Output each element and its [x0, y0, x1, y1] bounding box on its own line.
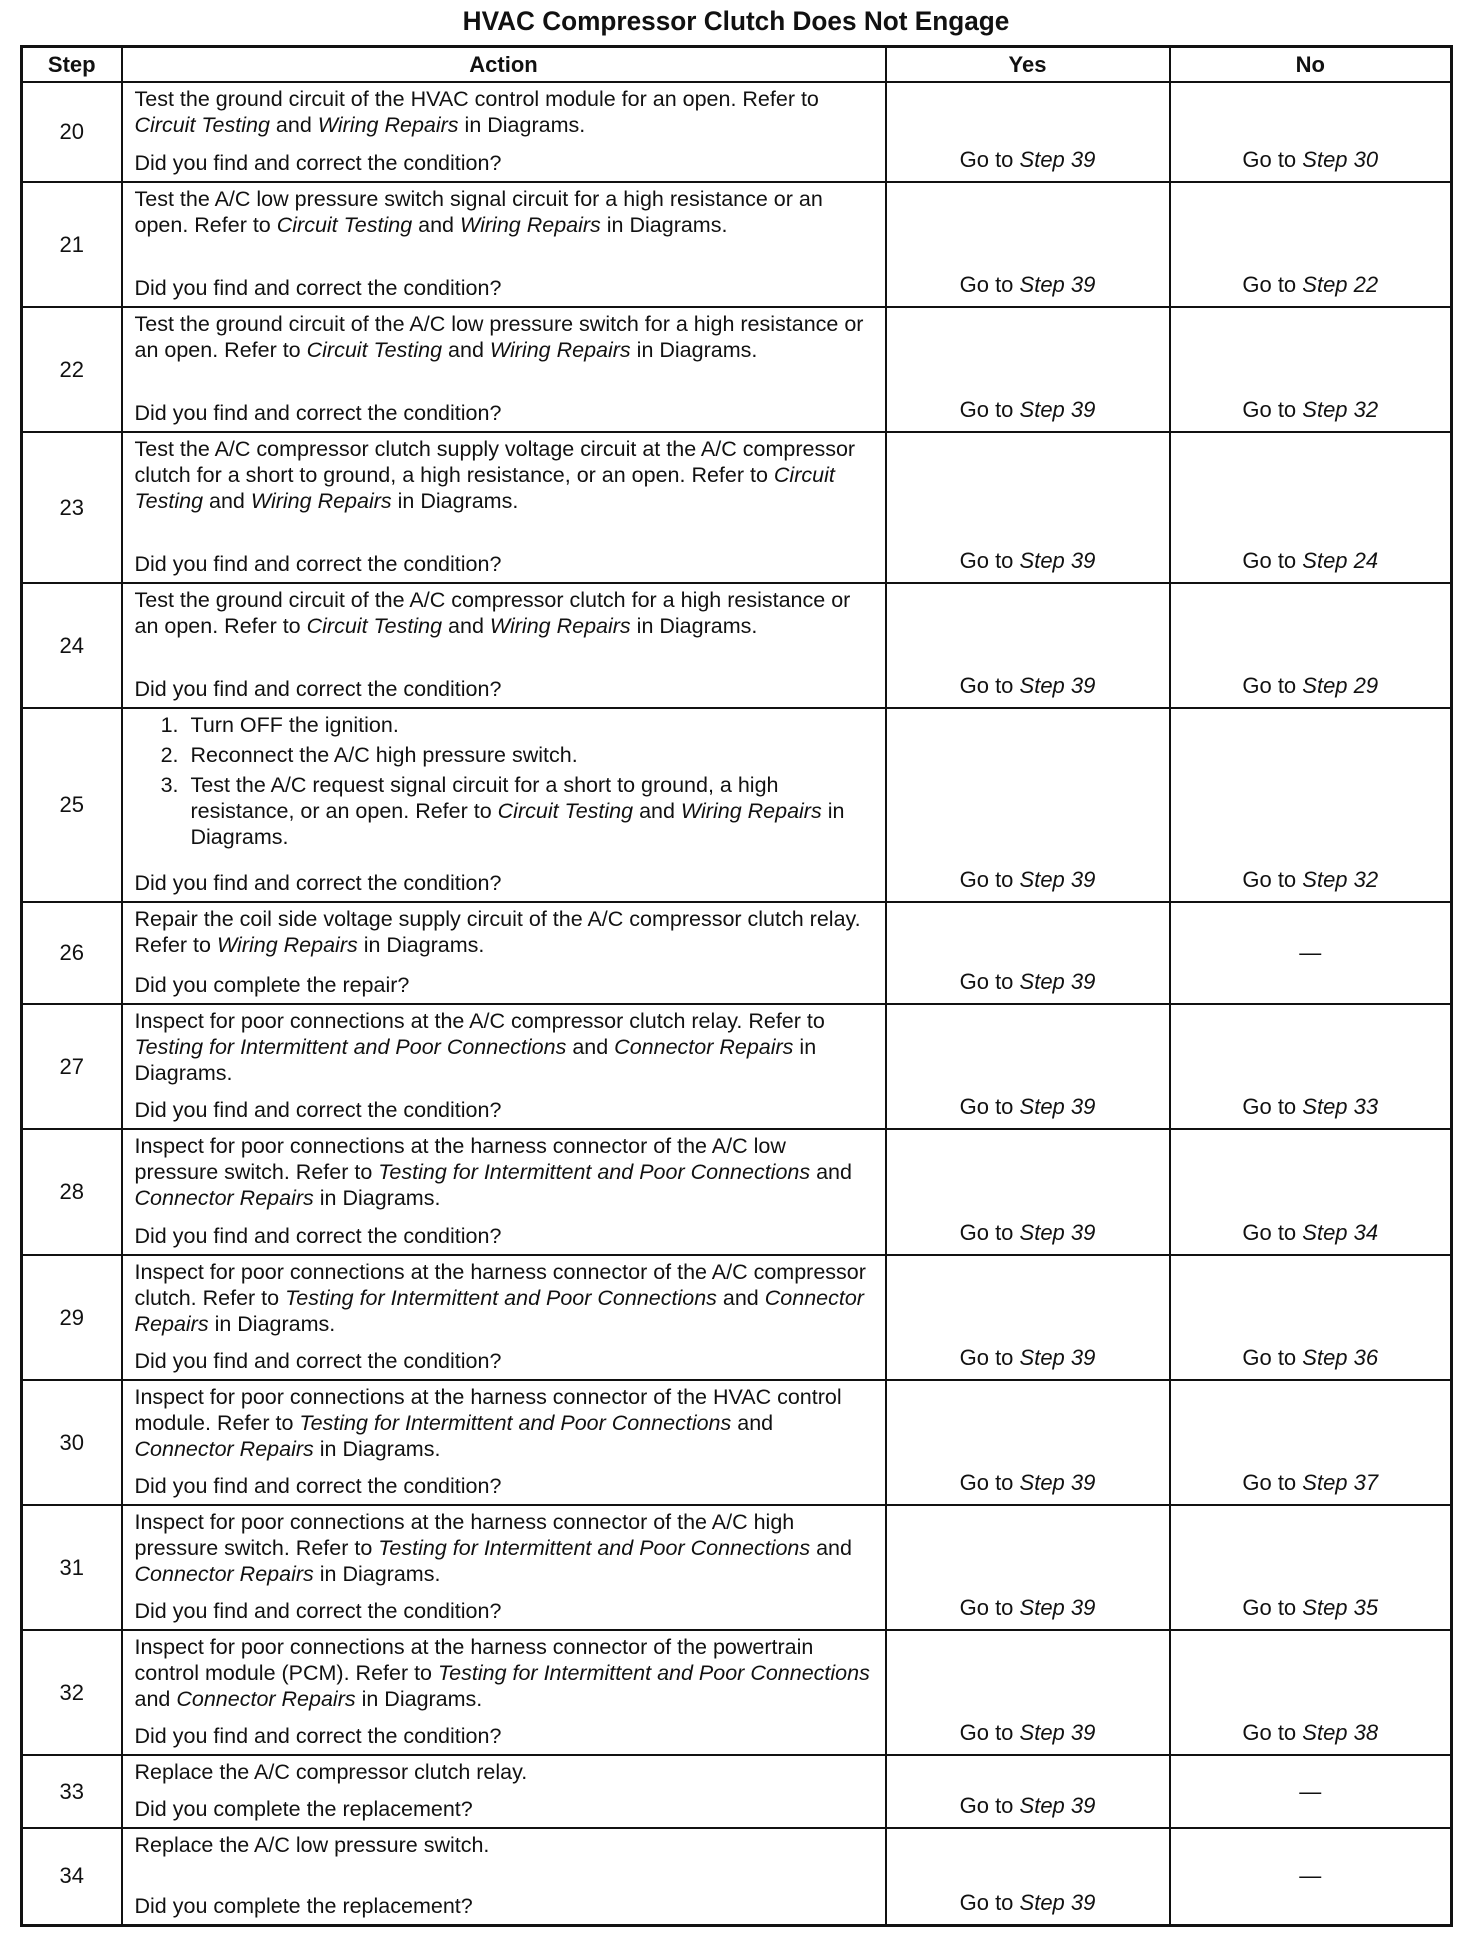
- table-row: [22, 1755, 1452, 1828]
- action-content: [135, 712, 875, 896]
- action-content: [135, 1133, 875, 1249]
- action-content: [135, 86, 875, 176]
- no-cell: [1170, 307, 1452, 432]
- yes-cell: [886, 1505, 1170, 1630]
- yes-cell: [886, 182, 1170, 307]
- no-action-dash: —: [1299, 1863, 1322, 1889]
- substep-text: [191, 742, 875, 768]
- action-text: Test the ground circuit of the A/C low pressure switch for a high resistance or an open. Refer to: [134, 312, 864, 362]
- table-row: [22, 583, 1452, 708]
- no-goto-prefix: Go to: [1242, 548, 1303, 573]
- yes-cell: [886, 432, 1170, 583]
- table-row: [22, 1505, 1452, 1630]
- action-text: in Diagrams.: [355, 1687, 483, 1711]
- action-cell: [122, 708, 886, 902]
- yes-cell: [886, 1255, 1170, 1380]
- no-action-dash: —: [1299, 1778, 1322, 1804]
- substep-text: [191, 712, 875, 738]
- action-text: Test the A/C low pressure switch signal circuit for a high resistance or an open. Refer to: [134, 187, 823, 237]
- yes-goto-step-link[interactable]: Step 39: [1019, 272, 1096, 297]
- action-text: and: [442, 338, 490, 362]
- column-header-no: No: [1170, 47, 1452, 83]
- action-question: Did you find and correct the condition?: [134, 552, 502, 576]
- no-cell: [1170, 1004, 1452, 1129]
- yes-cell: [886, 82, 1170, 182]
- no-goto-prefix: Go to: [1242, 673, 1303, 698]
- step-number: 33: [22, 1755, 122, 1828]
- action-question: Did you complete the replacement?: [134, 1797, 473, 1821]
- no-goto-prefix: Go to: [1242, 1220, 1303, 1245]
- substep-item: [135, 712, 875, 738]
- yes-goto-prefix: Go to: [959, 1595, 1020, 1620]
- action-text: in Diagrams.: [134, 1035, 817, 1085]
- action-text: and: [716, 1286, 765, 1310]
- action-content: [135, 1509, 875, 1624]
- yes-goto-prefix: Go to: [959, 272, 1020, 297]
- reference-link[interactable]: Circuit Testing: [134, 463, 835, 513]
- no-goto-prefix: Go to: [1242, 397, 1303, 422]
- diagnostic-table: [20, 45, 1453, 1927]
- table-row: [22, 902, 1452, 1004]
- no-goto-step-link[interactable]: Step 37: [1302, 1470, 1379, 1495]
- action-text: Inspect for poor connections at the harness connector of the powertrain control module (PCM). Refer to: [134, 1635, 814, 1685]
- step-number: 30: [22, 1380, 122, 1505]
- action-cell: [122, 1630, 886, 1755]
- yes-goto-prefix: Go to: [959, 1793, 1020, 1818]
- action-content: [135, 906, 875, 998]
- yes-goto-prefix: Go to: [959, 1345, 1020, 1370]
- column-header-step: Step: [22, 47, 122, 83]
- yes-goto-step-link[interactable]: Step 39: [1019, 1470, 1096, 1495]
- action-description: [135, 86, 875, 138]
- yes-cell: [886, 583, 1170, 708]
- no-goto-step-link[interactable]: Step 30: [1302, 147, 1379, 172]
- no-goto-step-link[interactable]: Step 32: [1302, 397, 1379, 422]
- table-row: [22, 307, 1452, 432]
- yes-goto-step-link[interactable]: Step 39: [1019, 548, 1096, 573]
- reference-link[interactable]: Wiring Repairs: [680, 799, 822, 823]
- action-cell: [122, 307, 886, 432]
- action-question: Did you find and correct the condition?: [134, 1224, 502, 1248]
- substep-item: [135, 772, 875, 850]
- step-number: 22: [22, 307, 122, 432]
- action-description: [135, 1133, 875, 1211]
- table-row: [22, 1004, 1452, 1129]
- no-goto-step-link[interactable]: Step 22: [1302, 272, 1379, 297]
- reference-link[interactable]: Wiring Repairs: [216, 933, 358, 957]
- action-text: Turn OFF the ignition.: [190, 713, 399, 737]
- action-text: Inspect for poor connections at the harness connector of the HVAC control module. Refer to: [134, 1385, 842, 1435]
- yes-goto-step-link[interactable]: Step 39: [1019, 673, 1096, 698]
- reference-link[interactable]: Testing for Intermittent and Poor Connections: [378, 1536, 811, 1560]
- action-text: Inspect for poor connections at the A/C compressor clutch relay. Refer to: [134, 1009, 825, 1033]
- action-cell: [122, 583, 886, 708]
- action-description: [135, 436, 875, 514]
- reference-link[interactable]: Circuit Testing: [497, 799, 634, 823]
- action-description: [135, 1259, 875, 1337]
- no-cell: [1170, 1505, 1452, 1630]
- table-body: [22, 82, 1452, 1925]
- action-text: and: [442, 614, 490, 638]
- table-row: [22, 182, 1452, 307]
- substep-number: 3.: [160, 773, 179, 797]
- table-row: [22, 1380, 1452, 1505]
- action-content: [135, 436, 875, 577]
- action-cell: [122, 182, 886, 307]
- yes-cell: [886, 307, 1170, 432]
- reference-link[interactable]: Wiring Repairs: [250, 489, 392, 513]
- action-question: Did you find and correct the condition?: [134, 1474, 502, 1498]
- step-number: 34: [22, 1828, 122, 1925]
- action-question: Did you find and correct the condition?: [134, 1724, 502, 1748]
- action-cell: [122, 432, 886, 583]
- yes-goto-step-link[interactable]: Step 39: [1019, 867, 1096, 892]
- step-number: 32: [22, 1630, 122, 1755]
- yes-goto-prefix: Go to: [959, 673, 1020, 698]
- yes-goto-step-link[interactable]: Step 39: [1019, 1345, 1096, 1370]
- column-header-yes: Yes: [886, 47, 1170, 83]
- yes-goto-step-link[interactable]: Step 39: [1019, 1595, 1096, 1620]
- action-text: Reconnect the A/C high pressure switch.: [190, 743, 578, 767]
- yes-cell: [886, 708, 1170, 902]
- no-goto-prefix: Go to: [1242, 1470, 1303, 1495]
- action-text: in Diagrams.: [190, 799, 845, 849]
- yes-goto-step-link[interactable]: Step 39: [1019, 1094, 1096, 1119]
- action-question: Did you find and correct the condition?: [134, 1098, 502, 1122]
- action-content: [135, 587, 875, 702]
- step-number: 31: [22, 1505, 122, 1630]
- action-description: [135, 186, 875, 238]
- action-cell: [122, 1129, 886, 1255]
- action-text: in Diagrams.: [357, 933, 485, 957]
- substep-item: [135, 742, 875, 768]
- no-goto-step-link[interactable]: Step 32: [1302, 867, 1379, 892]
- action-description: [135, 1509, 875, 1587]
- action-question: Did you find and correct the condition?: [134, 677, 502, 701]
- reference-link[interactable]: Circuit Testing: [276, 213, 413, 237]
- no-cell: [1170, 1630, 1452, 1755]
- action-text: Repair the coil side voltage supply circuit of the A/C compressor clutch relay. Refer to: [134, 907, 861, 957]
- reference-link[interactable]: Circuit Testing: [306, 614, 443, 638]
- yes-goto-step-link[interactable]: Step 39: [1019, 1793, 1096, 1818]
- action-text: in Diagrams.: [208, 1312, 336, 1336]
- action-question: Did you find and correct the condition?: [134, 1599, 502, 1623]
- no-cell: [1170, 902, 1452, 1004]
- reference-link[interactable]: Wiring Repairs: [460, 213, 601, 237]
- no-goto-step-link[interactable]: Step 34: [1302, 1220, 1379, 1245]
- action-text: Inspect for poor connections at the harness connector of the A/C high pressure switch. Refer to: [134, 1510, 795, 1560]
- action-question: Did you complete the replacement?: [134, 1894, 473, 1918]
- no-goto-step-link[interactable]: Step 35: [1302, 1595, 1379, 1620]
- reference-link[interactable]: Testing for Intermittent and Poor Connections: [285, 1286, 717, 1310]
- yes-goto-prefix: Go to: [959, 397, 1020, 422]
- action-text: and: [633, 799, 681, 823]
- reference-link[interactable]: Connector Repairs: [134, 1186, 314, 1210]
- action-content: [135, 1259, 875, 1374]
- action-question: Did you find and correct the condition?: [134, 151, 502, 175]
- table-row: [22, 1630, 1452, 1755]
- action-text: and: [810, 1536, 852, 1560]
- no-action-dash: —: [1299, 940, 1322, 965]
- step-number: 26: [22, 902, 122, 1004]
- action-text: Test the ground circuit of the A/C compressor clutch for a high resistance or an open. Refer to: [134, 588, 851, 638]
- action-text: in Diagrams.: [458, 113, 586, 137]
- yes-goto-prefix: Go to: [959, 1470, 1020, 1495]
- yes-goto-step-link[interactable]: Step 39: [1019, 1220, 1096, 1245]
- yes-cell: [886, 1755, 1170, 1828]
- page-title: HVAC Compressor Clutch Does Not Engage: [462, 6, 1010, 36]
- table-row: [22, 82, 1452, 182]
- step-number: 28: [22, 1129, 122, 1255]
- action-text: and: [810, 1160, 852, 1184]
- reference-link[interactable]: Testing for Intermittent and Poor Connections: [378, 1160, 811, 1184]
- step-number: 29: [22, 1255, 122, 1380]
- no-cell: [1170, 708, 1452, 902]
- no-goto-prefix: Go to: [1242, 867, 1303, 892]
- action-description: [135, 1634, 875, 1712]
- action-question: Did you complete the repair?: [134, 973, 410, 997]
- yes-goto-step-link[interactable]: Step 39: [1019, 969, 1096, 994]
- action-text: in Diagrams.: [313, 1437, 441, 1461]
- no-cell: [1170, 1755, 1452, 1828]
- step-number: 20: [22, 82, 122, 182]
- action-content: [135, 1008, 875, 1123]
- step-number: 23: [22, 432, 122, 583]
- action-cell: [122, 1004, 886, 1129]
- action-cell: [122, 1255, 886, 1380]
- yes-cell: [886, 902, 1170, 1004]
- substep-list: [135, 712, 875, 850]
- step-number: 27: [22, 1004, 122, 1129]
- action-text: and: [731, 1411, 774, 1435]
- substep-number: 1.: [160, 713, 179, 737]
- no-goto-step-link[interactable]: Step 33: [1302, 1094, 1379, 1119]
- action-text: Replace the A/C compressor clutch relay.: [134, 1760, 528, 1784]
- action-content: [135, 1759, 875, 1822]
- yes-cell: [886, 1004, 1170, 1129]
- no-cell: [1170, 1380, 1452, 1505]
- action-question: Did you find and correct the condition?: [134, 401, 502, 425]
- action-description: [135, 587, 875, 639]
- yes-goto-step-link[interactable]: Step 39: [1019, 147, 1096, 172]
- action-content: [135, 1634, 875, 1749]
- reference-link[interactable]: Circuit Testing: [134, 113, 270, 137]
- action-cell: [122, 1828, 886, 1925]
- action-content: [135, 311, 875, 426]
- action-content: [135, 186, 875, 301]
- reference-link[interactable]: Circuit Testing: [306, 338, 443, 362]
- no-cell: [1170, 1129, 1452, 1255]
- action-content: [135, 1384, 875, 1499]
- yes-goto-prefix: Go to: [959, 1889, 1020, 1915]
- reference-link[interactable]: Wiring Repairs: [489, 338, 631, 362]
- action-text: and: [566, 1035, 615, 1059]
- action-text: in Diagrams.: [391, 489, 519, 513]
- no-goto-step-link[interactable]: Step 36: [1302, 1345, 1379, 1370]
- table-row: [22, 432, 1452, 583]
- no-goto-step-link[interactable]: Step 24: [1302, 548, 1379, 573]
- action-text: Inspect for poor connections at the harness connector of the A/C low pressure switch. Refer to: [134, 1134, 786, 1184]
- table-row: [22, 1828, 1452, 1925]
- no-cell: [1170, 1255, 1452, 1380]
- no-goto-prefix: Go to: [1242, 1595, 1303, 1620]
- action-cell: [122, 902, 886, 1004]
- action-text: in Diagrams.: [313, 1562, 441, 1586]
- reference-link[interactable]: Testing for Intermittent and Poor Connections: [134, 1035, 567, 1059]
- yes-goto-step-link[interactable]: Step 39: [1019, 397, 1096, 422]
- no-goto-prefix: Go to: [1242, 1094, 1303, 1119]
- action-text: in Diagrams.: [313, 1186, 441, 1210]
- reference-link[interactable]: Connector Repairs: [176, 1687, 356, 1711]
- action-description: [135, 1759, 875, 1785]
- action-cell: [122, 82, 886, 182]
- table-row: [22, 1255, 1452, 1380]
- action-description: [135, 906, 875, 958]
- reference-link[interactable]: Connector Repairs: [134, 1437, 314, 1461]
- action-description: [135, 311, 875, 363]
- action-question: Did you find and correct the condition?: [134, 1349, 502, 1373]
- yes-goto-prefix: Go to: [959, 867, 1020, 892]
- action-text: Test the A/C compressor clutch supply voltage circuit at the A/C compressor clutch for a short to ground, a high resistance, or an open. Refer to: [134, 437, 856, 487]
- column-header-action: Action: [122, 47, 886, 83]
- action-text: in Diagrams.: [630, 614, 758, 638]
- action-question: Did you find and correct the condition?: [134, 871, 502, 895]
- no-cell: [1170, 1828, 1452, 1925]
- action-text: Test the A/C request signal circuit for a short to ground, a high resistance, or an open. Refer to: [190, 773, 779, 823]
- yes-cell: [886, 1129, 1170, 1255]
- yes-goto-step-link[interactable]: Step 39: [1019, 1720, 1096, 1745]
- yes-goto-prefix: Go to: [959, 969, 1020, 994]
- table-row: [22, 1129, 1452, 1255]
- reference-link[interactable]: Connector Repairs: [134, 1562, 314, 1586]
- action-description: [135, 1008, 875, 1086]
- yes-goto-prefix: Go to: [959, 1094, 1020, 1119]
- action-text: in Diagrams.: [600, 213, 728, 237]
- step-number: 24: [22, 583, 122, 708]
- no-goto-prefix: Go to: [1242, 1345, 1303, 1370]
- action-text: and: [134, 1687, 177, 1711]
- action-description: [135, 1832, 875, 1858]
- reference-link[interactable]: Wiring Repairs: [317, 113, 459, 137]
- action-text: and: [269, 113, 318, 137]
- reference-link[interactable]: Testing for Intermittent and Poor Connections: [299, 1411, 732, 1435]
- no-cell: [1170, 182, 1452, 307]
- reference-link[interactable]: Connector Repairs: [614, 1035, 794, 1059]
- action-question: Did you find and correct the condition?: [134, 276, 502, 300]
- yes-goto-prefix: Go to: [959, 147, 1020, 172]
- yes-goto-prefix: Go to: [959, 1720, 1020, 1745]
- no-cell: [1170, 583, 1452, 708]
- no-goto-step-link[interactable]: Step 38: [1302, 1720, 1379, 1745]
- yes-cell: [886, 1630, 1170, 1755]
- no-goto-prefix: Go to: [1242, 1720, 1303, 1745]
- no-goto-step-link[interactable]: Step 29: [1302, 673, 1379, 698]
- reference-link[interactable]: Connector Repairs: [134, 1286, 864, 1336]
- yes-goto-step-link[interactable]: Step 39: [1019, 1889, 1096, 1915]
- yes-goto-prefix: Go to: [959, 548, 1020, 573]
- yes-cell: [886, 1828, 1170, 1925]
- action-text: Inspect for poor connections at the harness connector of the A/C compressor clutch. Refer to: [134, 1260, 866, 1310]
- step-number: 25: [22, 708, 122, 902]
- action-text: and: [412, 213, 460, 237]
- action-text: in Diagrams.: [630, 338, 758, 362]
- no-goto-prefix: Go to: [1242, 147, 1303, 172]
- yes-cell: [886, 1380, 1170, 1505]
- substep-number: 2.: [160, 743, 179, 767]
- action-content: [135, 1832, 875, 1919]
- substep-text: [191, 772, 875, 850]
- no-cell: [1170, 82, 1452, 182]
- action-text: Replace the A/C low pressure switch.: [134, 1833, 490, 1857]
- table-header-row: [22, 47, 1452, 83]
- no-cell: [1170, 432, 1452, 583]
- step-number: 21: [22, 182, 122, 307]
- reference-link[interactable]: Wiring Repairs: [489, 614, 631, 638]
- no-goto-prefix: Go to: [1242, 272, 1303, 297]
- action-text: and: [203, 489, 251, 513]
- action-description: [135, 1384, 875, 1462]
- action-text: Test the ground circuit of the HVAC control module for an open. Refer to: [134, 87, 819, 111]
- table-row: [22, 708, 1452, 902]
- action-cell: [122, 1380, 886, 1505]
- yes-goto-prefix: Go to: [959, 1220, 1020, 1245]
- action-cell: [122, 1755, 886, 1828]
- reference-link[interactable]: Testing for Intermittent and Poor Connections: [438, 1661, 870, 1685]
- action-cell: [122, 1505, 886, 1630]
